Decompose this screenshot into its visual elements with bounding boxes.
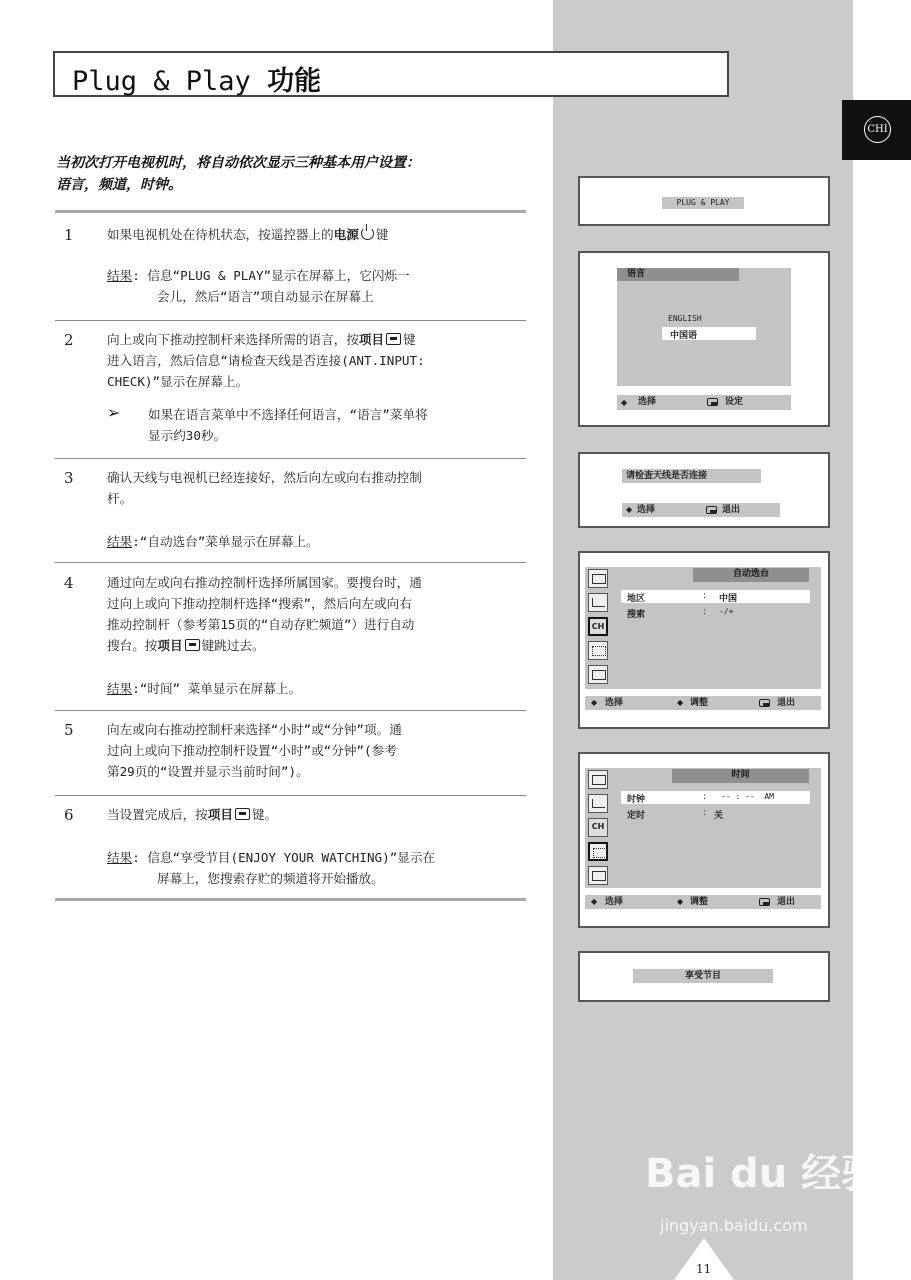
tv-picture-icon <box>588 770 608 789</box>
step-6-text-a: 当设置完成后，按 <box>107 807 208 822</box>
step-1-key: 电源 <box>333 227 359 242</box>
plug-label: PLUG & PLAY <box>662 197 744 209</box>
language-header: 语言 <box>617 268 739 281</box>
up-down-arrows-icon: ◆ <box>591 698 598 707</box>
enjoy-label: 享受节目 <box>633 969 773 983</box>
menu-icon <box>185 639 200 651</box>
menu-icon <box>759 699 770 707</box>
divider-2 <box>55 458 526 459</box>
antenna-message: 请检查天线是否连接 <box>622 469 761 483</box>
note-arrow-icon: ➢ <box>107 403 121 422</box>
tv-picture-icon <box>588 569 608 588</box>
timer-value: 关 <box>714 811 724 821</box>
up-down-arrows-icon: ◆ <box>591 897 598 906</box>
step-2-note-l1: 如果在语言菜单中不选择任何语言，“语言”菜单将 <box>148 407 428 422</box>
result-label: 结果 <box>107 850 133 865</box>
step-6-key: 项目 <box>207 807 233 822</box>
autotune-header: 自动选台 <box>693 568 809 582</box>
divider-top <box>55 210 526 213</box>
left-right-arrows-icon: ◆ <box>677 897 684 906</box>
step-6-text-b: 键。 <box>251 807 278 822</box>
step-4-text <box>107 572 529 656</box>
screen-auto-tune <box>578 551 830 729</box>
option-english: ENGLISH <box>668 314 702 323</box>
step-1-text <box>107 224 529 245</box>
step-4-text-a: 搜台。按 <box>107 638 158 653</box>
step-5-text-l2: 过向上或向下推动控制杆设置“小时”或“分钟”(参考 <box>107 743 397 758</box>
step-4-text-b: 键跳过去。 <box>201 638 265 653</box>
divider-5 <box>55 795 526 796</box>
sound-icon <box>588 794 608 813</box>
step-1-result <box>107 265 527 307</box>
power-icon <box>361 227 374 240</box>
option-chinese: 中国语 <box>670 331 698 341</box>
footer-select: 选择 <box>637 505 656 515</box>
intro-line2: 语言，频道，时钟。 <box>56 177 182 193</box>
footer-adjust: 调整 <box>690 698 709 708</box>
step-3-text <box>107 467 529 509</box>
time-row-highlight <box>621 791 810 804</box>
language-tab <box>842 100 911 160</box>
divider-3 <box>55 562 526 563</box>
footer-select: 选择 <box>605 897 624 907</box>
screen-language <box>578 251 830 427</box>
step-4-result <box>107 678 527 699</box>
left-right-arrows-icon: ◆ <box>621 398 628 407</box>
autotune-row-highlight <box>621 590 810 603</box>
autotune-panel <box>585 567 821 689</box>
channel-icon: CH <box>588 617 608 636</box>
setup-icon <box>588 842 608 861</box>
step-3-result-l1: :“自动选台”菜单显示在屏幕上。 <box>132 534 319 549</box>
step-2-note <box>148 404 528 446</box>
step-6-result <box>107 847 527 889</box>
sound-icon <box>588 593 608 612</box>
step-1-result-l1: : 信息“PLUG & PLAY”显示在屏幕上，它闪烁一 <box>132 268 410 283</box>
step-1-text-a: 如果电视机处在待机状态，按遥控器上的 <box>107 227 334 242</box>
region-colon: : <box>703 591 707 601</box>
search-value: -/+ <box>719 607 734 616</box>
timer-icon <box>588 665 608 684</box>
step-5-number: 5 <box>64 721 74 739</box>
footer-exit: 退出 <box>777 698 796 708</box>
menu-icon <box>386 333 401 345</box>
title-cjk: 功能 <box>267 66 322 97</box>
left-right-arrows-icon: ◆ <box>626 505 633 514</box>
left-right-arrows-icon: ◆ <box>677 698 684 707</box>
time-footer <box>585 895 821 909</box>
timer-icon <box>588 866 608 885</box>
step-2-text-l3: CHECK)”显示在屏幕上。 <box>107 374 249 389</box>
region-label: 地区 <box>627 594 646 604</box>
divider-bottom <box>55 898 526 901</box>
antenna-footer <box>622 503 780 517</box>
step-6-text <box>107 804 529 825</box>
autotune-footer <box>585 696 821 710</box>
step-4-text-l3: 推动控制杆（参考第15页的“自动存贮频道”）进行自动 <box>107 617 415 632</box>
step-6-result-l1: : 信息“享受节目(ENJOY YOUR WATCHING)”显示在 <box>132 850 436 865</box>
language-footer <box>617 395 791 410</box>
result-label: 结果 <box>107 681 133 696</box>
footer-select: 选择 <box>638 397 657 407</box>
intro-line1: 当初次打开电视机时，将自动依次显示三种基本用户设置： <box>56 155 420 171</box>
step-3-text-l1: 确认天线与电视机已经连接好，然后向左或向右推动控制 <box>107 470 422 485</box>
language-badge: CHI <box>864 116 891 143</box>
footer-exit: 退出 <box>777 897 796 907</box>
step-3-result <box>107 531 527 552</box>
step-4-text-l2: 过向上或向下推动控制杆选择“搜索”，然后向左或向右 <box>107 596 412 611</box>
result-label: 结果 <box>107 534 133 549</box>
divider-1 <box>55 320 526 321</box>
title-latin: Plug & Play <box>72 66 268 97</box>
menu-icon <box>759 898 770 906</box>
footer-select: 选择 <box>605 698 624 708</box>
step-1-text-b: 键 <box>375 227 389 242</box>
clock-value: -- : -- AM <box>721 792 774 801</box>
step-4-number: 4 <box>64 574 74 592</box>
divider-4 <box>55 710 526 711</box>
page-title <box>72 59 321 98</box>
step-1-number: 1 <box>64 226 74 244</box>
step-2-key: 项目 <box>358 332 385 347</box>
screen-antenna-check <box>578 452 830 528</box>
search-colon: : <box>703 607 707 617</box>
timer-colon: : <box>703 808 707 818</box>
step-2-note-l2: 显示约30秒。 <box>148 428 227 443</box>
step-4-result-l1: :“时间” 菜单显示在屏幕上。 <box>132 681 302 696</box>
menu-icon <box>706 506 717 514</box>
result-label: 结果 <box>107 268 133 283</box>
step-2-text <box>107 329 529 392</box>
clock-label: 时钟 <box>627 795 646 805</box>
time-panel <box>585 768 821 888</box>
menu-icon <box>235 808 250 820</box>
step-2-text-a: 向上或向下推动控制杆来选择所需的语言，按 <box>107 332 359 347</box>
page-title-box <box>53 51 729 97</box>
channel-icon: CH <box>588 818 608 837</box>
clock-colon: : <box>703 792 707 802</box>
step-3-text-l2: 杆。 <box>107 491 133 506</box>
footer-adjust: 调整 <box>690 897 709 907</box>
step-1-result-l2: 会儿，然后“语言”项自动显示在屏幕上 <box>157 289 374 304</box>
setup-icon <box>588 641 608 660</box>
footer-exit: 退出 <box>722 505 741 515</box>
step-4-key: 项目 <box>157 638 183 653</box>
step-6-result-l2: 屏幕上，您搜索存贮的频道将开始播放。 <box>157 871 384 886</box>
search-label: 搜索 <box>627 610 646 620</box>
screen-time <box>578 752 830 928</box>
screen-enjoy <box>578 951 830 1002</box>
step-2-number: 2 <box>64 331 74 349</box>
intro-text <box>56 152 526 196</box>
step-2-text-b: 键 <box>403 332 416 347</box>
page-number: 11 <box>696 1262 712 1276</box>
watermark-url: jingyan.baidu.com <box>660 1216 808 1235</box>
watermark-logo: Bai du 经验 <box>645 1151 882 1197</box>
step-5-text-l1: 向左或向右推动控制杆来选择“小时”或“分钟”项。通 <box>107 722 402 737</box>
step-4-text-l1: 通过向左或向右推动控制杆选择所属国家。要搜台时，通 <box>107 575 422 590</box>
step-2-text-l2: 进入语言，然后信息“请检查天线是否连接(ANT.INPUT: <box>107 353 425 368</box>
step-3-number: 3 <box>64 469 74 487</box>
footer-set: 设定 <box>725 397 744 407</box>
step-6-number: 6 <box>64 806 74 824</box>
screen-plug-and-play <box>578 176 830 226</box>
step-5-text-l3: 第29页的“设置并显示当前时间”)。 <box>107 764 309 779</box>
menu-icon <box>707 398 718 406</box>
timer-label: 定时 <box>627 811 646 821</box>
step-5-text <box>107 719 529 782</box>
region-value: 中国 <box>719 594 738 604</box>
time-header: 时间 <box>672 769 809 783</box>
